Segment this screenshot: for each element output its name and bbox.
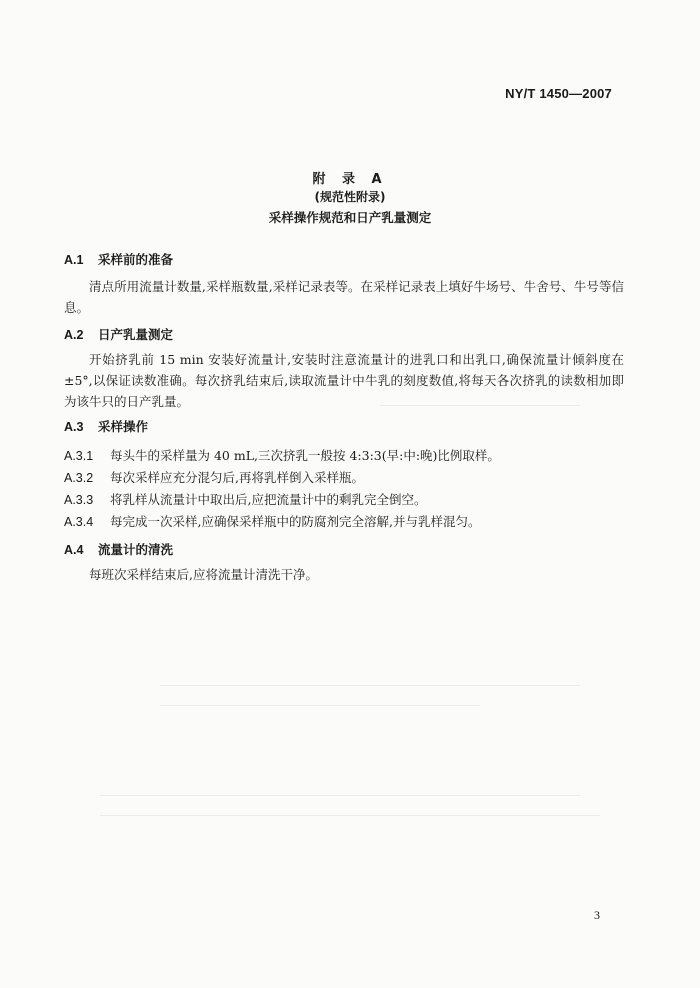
- item-text: 每完成一次采样,应确保采样瓶中的防腐剂完全溶解,并与乳样混匀。: [110, 514, 481, 529]
- section-a1-text: 清点所用流量计数量,采样瓶数量,采样记录表等。在采样记录表上填好牛场号、牛舍号、牛号等信息。: [64, 279, 624, 315]
- section-a4-number: A.4: [64, 543, 84, 557]
- scan-bleed-mark: [100, 815, 600, 816]
- list-item: [64, 512, 624, 530]
- item-number: A.3.3: [64, 493, 94, 507]
- scan-bleed-mark: [160, 705, 480, 706]
- appendix-main-title: 采样操作规范和日产乳量测定: [268, 210, 432, 225]
- section-a4-title: 流量计的清洗: [98, 542, 174, 557]
- section-a1-heading: [64, 250, 173, 268]
- scan-bleed-mark: [380, 405, 580, 406]
- section-a2-text: 开始挤乳前 15 min 安装好流量计,安装时注意流量计的进乳口和出乳口,确保流量计倾斜度在±5°,以保证读数准确。每次挤乳结束后,读取流量计中牛乳的刻度数值,将每天各次挤乳的读数相加即为该牛只的日产乳量。: [64, 352, 624, 409]
- appendix-normative-label: (规范性附录): [314, 190, 386, 204]
- section-a4-text: 每班次采样结束后,应将流量计清洗干净。: [89, 567, 318, 582]
- scan-bleed-mark: [100, 795, 580, 796]
- scan-bleed-mark: [160, 685, 580, 686]
- item-number: A.3.1: [64, 449, 94, 463]
- item-number: A.3.2: [64, 471, 94, 485]
- item-text: 每头牛的采样量为 40 mL,三次挤乳一般按 4:3:3(早:中:晚)比例取样。: [110, 448, 500, 463]
- page-number: 3: [594, 908, 600, 922]
- section-a2-number: A.2: [64, 328, 84, 342]
- document-code: NY/T 1450—2007: [505, 86, 612, 101]
- list-item: [64, 490, 624, 508]
- section-a2-title: 日产乳量测定: [98, 327, 174, 342]
- list-item: [64, 446, 624, 464]
- section-a1-title: 采样前的准备: [98, 252, 174, 267]
- section-a4-heading: [64, 540, 173, 558]
- appendix-title: 附 录 A: [312, 172, 388, 187]
- section-a2-heading: [64, 325, 173, 343]
- section-a3-number: A.3: [64, 420, 84, 434]
- item-number: A.3.4: [64, 515, 94, 529]
- item-text: 将乳样从流量计中取出后,应把流量计中的剩乳完全倒空。: [110, 492, 427, 507]
- section-a3-heading: [64, 417, 148, 435]
- section-a3-title: 采样操作: [98, 419, 149, 434]
- item-text: 每次采样应充分混匀后,再将乳样倒入采样瓶。: [110, 470, 364, 485]
- list-item: [64, 468, 624, 486]
- section-a1-number: A.1: [64, 253, 84, 267]
